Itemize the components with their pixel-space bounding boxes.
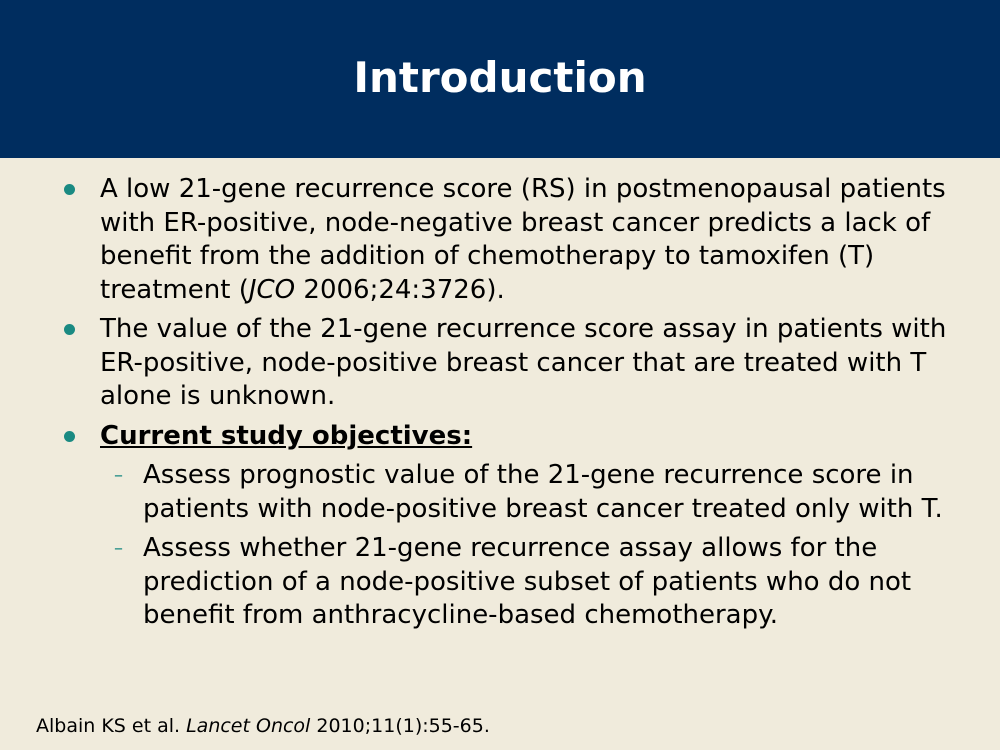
bullet-item-1 <box>62 173 982 307</box>
sub-bullet-item-1 <box>62 459 982 526</box>
citation-journal: Lancet Oncol <box>186 715 311 737</box>
bullet-2-text: The value of the 21-gene recurrence score assay in patients with ER-positive, node-positive breast cancer that are treated with T alone is unknown. <box>100 314 947 411</box>
objectives-heading: Current study objectives: <box>100 420 473 451</box>
bullet-1-journal: JCO <box>248 274 296 305</box>
bullet-1-reference: 2006;24:3726). <box>295 274 505 305</box>
sub-bullet-2-text: Assess whether 21-gene recurrence assay allows for the prediction of a node-positive subset of patients who do not benefit from anthracycline-based chemotherapy. <box>143 533 912 630</box>
slide-content <box>62 173 982 639</box>
citation-reference: 2010;11(1):55-65. <box>310 715 490 737</box>
bullet-dot-icon <box>64 184 75 195</box>
bullet-dot-icon <box>64 324 75 335</box>
citation-authors: Albain KS et al. <box>36 715 187 737</box>
bullet-item-3 <box>62 420 982 454</box>
bullet-dot-icon <box>64 431 75 442</box>
dash-bullet-icon: – <box>114 538 123 559</box>
slide-title: Introduction <box>353 53 647 102</box>
citation-footer <box>36 713 490 739</box>
bullet-item-2 <box>62 313 982 414</box>
dash-bullet-icon: – <box>114 465 123 486</box>
sub-bullet-1-text: Assess prognostic value of the 21-gene recurrence score in patients with node-positive breast cancer treated only with T. <box>143 460 943 524</box>
bullet-1-text: A low 21-gene recurrence score (RS) in postmenopausal patients with ER-positive, node-negative breast cancer predicts a lack of benefit from the addition of chemotherapy to tamoxifen (T) treatment ( <box>100 174 946 305</box>
title-bar <box>0 0 1000 158</box>
sub-bullet-item-2 <box>62 532 982 633</box>
